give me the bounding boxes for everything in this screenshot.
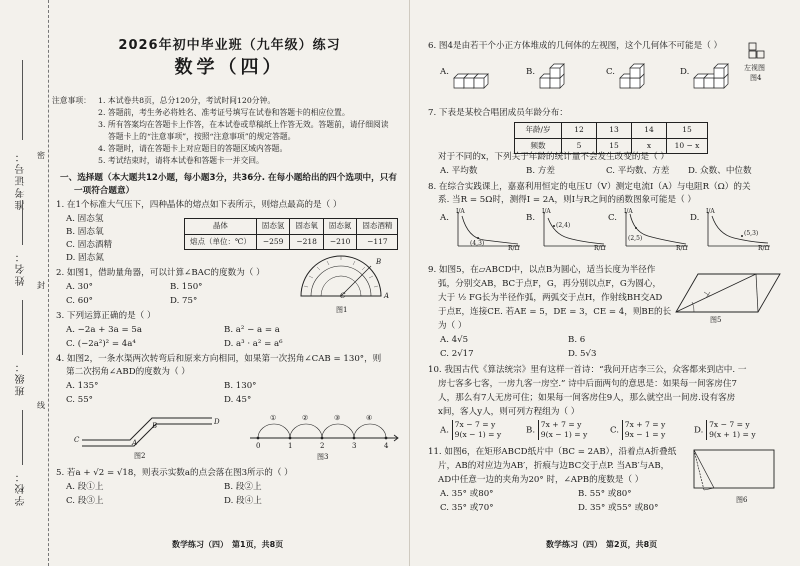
q7-age-table xyxy=(514,122,708,154)
seal-char-3: 线 xyxy=(37,401,45,410)
notes-label: 注意事项： xyxy=(52,96,91,105)
graph-c-yaxis: I/A xyxy=(624,208,633,215)
note-4: 4. 答题时，请在答题卡上对应题目的答题区域内答题。 xyxy=(98,144,288,153)
q3-option-b: B. a² − a = a xyxy=(224,325,280,335)
cube-stack-d xyxy=(690,64,750,92)
q10-option-d-eq2: 9(x + 1) = y xyxy=(709,430,756,439)
q10-option-b-eq1: 7x + 7 = y xyxy=(540,420,582,429)
q1-melting-table xyxy=(184,218,398,250)
q2-label-b: B xyxy=(376,258,382,266)
q6-option-b: B. xyxy=(526,67,536,77)
q3-option-d: D. a³ · a² = a⁶ xyxy=(224,339,283,349)
class-line xyxy=(22,300,23,355)
number-line-tick-2: 2 xyxy=(320,442,325,450)
exam-number-line xyxy=(22,60,23,140)
graph-d-yaxis: I/A xyxy=(706,208,715,215)
q9-option-b: B. 6 xyxy=(568,335,586,345)
q1-option-c: C. 固态酒精 xyxy=(66,240,113,250)
q6-figure-caption: 图4 xyxy=(750,74,762,82)
q10-option-a-letter: A. xyxy=(440,425,452,436)
q7-option-a: A. 平均数 xyxy=(440,166,478,176)
number-line-seg-3: ③ xyxy=(334,414,341,422)
graph-a-xaxis: R/Ω xyxy=(508,245,520,252)
q11-option-d: D. 35° 或55° 或80° xyxy=(578,503,659,513)
q4-label-b: B xyxy=(152,422,158,430)
number-line-seg-4: ④ xyxy=(366,414,373,422)
q10-option-d xyxy=(694,420,756,440)
q1-option-d: D. 固态氮 xyxy=(66,253,104,263)
q1-table-cell: 熔点（单位：℃） xyxy=(185,234,257,250)
q9-line-3: 大于 ½ FG长为半径作弧，两弧交于点H，作射线BH交AD xyxy=(438,293,663,303)
q4-option-a: A. 135° xyxy=(66,381,99,391)
q7-option-b: B. 方差 xyxy=(526,166,555,176)
q10-option-a-eq1: 7x − 7 = y xyxy=(454,420,496,429)
q7-table-cell: 15 xyxy=(597,138,632,154)
seal-char-1: 密 xyxy=(37,151,45,160)
page-2-footer: 数学练习（四） 第2页，共8页 xyxy=(546,540,658,550)
q9-line-5: 为（ ） xyxy=(438,321,467,331)
graph-b-xaxis: R/Ω xyxy=(594,245,606,252)
q4-option-c: C. 55° xyxy=(66,395,93,405)
q7-option-d: D. 众数、中位数 xyxy=(688,166,752,176)
q3-stem: 3. 下列运算正确的是（ ） xyxy=(56,311,156,321)
q1-table-cell: 固态氢 xyxy=(256,219,290,235)
seal-char-2: 封 xyxy=(37,281,45,290)
q8-option-b: B. xyxy=(526,213,536,223)
q1-table-cell: −218 xyxy=(290,234,324,250)
q5-stem: 5. 若a + √2 = √18，则表示实数a的点会落在图3所示的（ ） xyxy=(56,468,293,478)
q11-option-b: B. 55° 或80° xyxy=(578,489,632,499)
q4-stem-line2: 第二次拐角∠ABD的度数为（ ） xyxy=(66,367,190,377)
q9-figure-caption: 图5 xyxy=(710,316,722,324)
q9-option-c: C. 2√17 xyxy=(440,349,474,359)
cube-stack-c xyxy=(616,64,676,92)
q10-line-3: 人，那么有7人无房可住；如果每一间客房住9人，那么就空出一间房.设有客房 xyxy=(438,393,736,403)
q10-option-c xyxy=(610,420,665,440)
page-1 xyxy=(52,0,407,566)
graph-a-yaxis: I/A xyxy=(456,208,465,215)
q4-option-b: B. 130° xyxy=(224,381,257,391)
q11-option-a: A. 35° 或80° xyxy=(440,489,494,499)
q11-line-1: 11. 如图6，在矩形ABCD纸片中（BC = 2AB），沿着点A折叠纸 xyxy=(428,447,677,457)
q7-option-c: C. 平均数、方差 xyxy=(606,166,670,176)
number-line-tick-3: 3 xyxy=(352,442,357,450)
school-label: 学校： xyxy=(16,470,27,506)
left-view-figure xyxy=(748,42,770,62)
section-1-heading-cont: 一项符合题意） xyxy=(74,186,135,196)
graph-b-point: (2,4) xyxy=(556,222,571,229)
q1-option-b: B. 固态氧 xyxy=(66,227,104,237)
q8-stem-line1: 8. 在综合实践课上，嘉嘉利用恒定的电压U（V）测定电流I（A）与电阻R（Ω）的关 xyxy=(428,182,751,192)
q11-option-c: C. 35° 或70° xyxy=(440,503,494,513)
q2-stem: 2. 如图1，借助量角器，可以计算∠BAC的度数为（ ） xyxy=(56,268,265,278)
q10-option-a-eq2: 9(x − 1) = y xyxy=(454,430,502,439)
note-1: 1. 本试卷共8页，总分120分，考试时间120分钟。 xyxy=(98,96,276,105)
q4-label-d: D xyxy=(214,418,220,426)
graph-d-xaxis: R/Ω xyxy=(758,245,770,252)
name-label: 姓名： xyxy=(16,250,27,286)
q10-option-b xyxy=(526,420,587,440)
q4-option-d: D. 45° xyxy=(224,395,252,405)
graph-a-point: (4,3) xyxy=(470,240,485,247)
q7-table-cell: 5 xyxy=(562,138,597,154)
q5-option-d: D. 段④上 xyxy=(224,496,262,506)
q2-option-a: A. 30° xyxy=(66,282,93,292)
q1-table-cell: 固态氮 xyxy=(323,219,357,235)
q8-option-d: D. xyxy=(690,213,700,223)
q7-table-cell: 10 − x xyxy=(667,138,708,154)
graph-b-yaxis: I/A xyxy=(542,208,551,215)
number-line-tick-0: 0 xyxy=(256,442,261,450)
school-line xyxy=(22,410,23,465)
q8-stem-line2: 系. 当R = 5Ω时，测得I = 2A，则I与R之间的函数图象可能是（ ） xyxy=(438,195,696,205)
q4-stem-line1: 4. 如图2，一条水渠两次转弯后和原来方向相同，如果第一次拐角∠CAB = 130°，则 xyxy=(56,354,382,364)
q3-option-a: A. −2a + 3a = 5a xyxy=(66,325,142,335)
q7-stem: 7. 下表是某校合唱团成员年龄分布： xyxy=(428,108,568,118)
exam-number-label: 准考证号： xyxy=(16,150,27,210)
q7-table-cell: 13 xyxy=(597,123,632,139)
q10-line-2: 房七客多七客，一房九客一房空.” 诗中后面两句的意思是：如果每一间客房住7 xyxy=(438,379,737,389)
q7-table-cell: x xyxy=(632,138,667,154)
q3-option-c: C. (−2a²)² = 4a⁴ xyxy=(66,339,136,349)
q2-figure-caption: 图1 xyxy=(336,306,348,314)
q1-table-cell: −117 xyxy=(357,234,398,250)
q5-option-c: C. 段③上 xyxy=(66,496,104,506)
q7-table-cell: 年龄/岁 xyxy=(515,123,562,139)
q6-stem: 6. 图4是由若干个小正方体堆成的几何体的左视图，这个几何体不可能是（ ） xyxy=(428,41,723,51)
q10-option-c-eq1: 7x + 7 = y xyxy=(624,420,666,429)
exam-title: 2026年初中毕业班（九年级）练习 xyxy=(118,38,341,53)
q7-table-cell: 频数 xyxy=(515,138,562,154)
q10-option-d-letter: D. xyxy=(694,425,707,436)
q6-left-view-caption: 左视图 xyxy=(744,64,765,72)
q10-option-b-eq2: 9(x − 1) = y xyxy=(540,430,588,439)
q9-line-2: 弧，分别交AB，BC于点F，G，再分别以点F，G为圆心， xyxy=(438,279,662,289)
q2-option-c: C. 60° xyxy=(66,296,93,306)
q4-figure-caption: 图2 xyxy=(134,452,146,460)
q1-table-cell: 固态酒精 xyxy=(357,219,398,235)
q8-option-a: A. xyxy=(440,213,449,223)
q2-label-c: C xyxy=(340,292,346,300)
q1-table-cell: 晶体 xyxy=(185,219,257,235)
q10-option-b-letter: B. xyxy=(526,425,538,436)
q11-line-3: AD中任意一边的夹角为20° 时，∠APB的度数是（ ） xyxy=(438,475,644,485)
note-5: 5. 考试结束时，请将本试卷和答题卡一并交回。 xyxy=(98,156,264,165)
q9-line-1: 9. 如图5，在▱ABCD中，以点B为圆心，适当长度为半径作 xyxy=(428,265,656,275)
q7-table-cell: 14 xyxy=(632,123,667,139)
number-line-tick-1: 1 xyxy=(288,442,293,450)
q1-table-cell: −210 xyxy=(323,234,357,250)
q10-line-1: 10. 我国古代《算法统宗》里有这样一首诗：“我问开店李三公，众客都来到店中. 一 xyxy=(428,365,747,375)
q2-option-d: D. 75° xyxy=(170,296,198,306)
q6-option-c: C. xyxy=(606,67,616,77)
page-divider xyxy=(409,0,410,566)
rectangle-fold-figure xyxy=(690,446,780,494)
q10-option-a xyxy=(440,420,501,440)
binding-margin xyxy=(0,0,49,566)
q5-option-a: A. 段①上 xyxy=(66,482,104,492)
q7-stem-2: 对于不同的x，下列关于年龄的统计量不会发生改变的是（ ） xyxy=(438,152,670,162)
q11-figure-caption: 图6 xyxy=(736,496,748,504)
q8-option-c: C. xyxy=(608,213,618,223)
graph-d-point: (5,3) xyxy=(744,230,759,237)
q9-line-4: 于点E，连接CE. 若AE = 5，DE = 3，CE = 4，则BE的长 xyxy=(438,307,672,317)
parallelogram-figure xyxy=(674,268,784,316)
q10-option-c-letter: C. xyxy=(610,425,622,436)
q1-table-cell: 固态氧 xyxy=(290,219,324,235)
class-label: 班级： xyxy=(16,360,27,396)
q1-table-cell: −259 xyxy=(256,234,290,250)
q10-line-4: x间，客人y人，则可列方程组为（ ） xyxy=(438,407,580,417)
q6-option-d: D. xyxy=(680,67,690,77)
note-3-cont: 答题卡上的“注意事项”，按照“注意事项”的规定答题。 xyxy=(108,132,296,141)
exam-subject: 数学（四） xyxy=(174,57,285,78)
section-1-heading: 一、选择题（本大题共12小题，每小题3分，共36分. 在每小题给出的四个选项中，只有 xyxy=(60,173,397,183)
q2-option-b: B. 150° xyxy=(170,282,203,292)
q10-option-d-eq1: 7x − 7 = y xyxy=(709,420,750,429)
q4-label-a: A xyxy=(132,439,138,447)
number-line-tick-4: 4 xyxy=(384,442,389,450)
q9-option-d: D. 5√3 xyxy=(568,349,597,359)
graph-c-xaxis: R/Ω xyxy=(676,245,688,252)
page-1-footer: 数学练习（四） 第1页，共8页 xyxy=(172,540,284,550)
graph-c-point: (2,5) xyxy=(628,235,643,242)
q1-stem: 1. 在1个标准大气压下，四种晶体的熔点如下表所示，则熔点最高的是（ ） xyxy=(56,200,342,210)
page-2 xyxy=(418,0,790,566)
q5-option-b: B. 段②上 xyxy=(224,482,262,492)
note-3: 3. 所有答案均在答题卡上作答，在本试卷或草稿纸上作答无效。答题前，请仔细阅读 xyxy=(98,120,389,129)
cube-stack-b xyxy=(536,64,596,92)
name-line xyxy=(22,200,23,245)
q2-label-a: A xyxy=(384,292,390,300)
q7-table-cell: 12 xyxy=(562,123,597,139)
note-2: 2. 答题前，考生务必将姓名、准考证号填写在试卷和答题卡的相应位置。 xyxy=(98,108,350,117)
q6-option-a: A. xyxy=(440,67,449,77)
q10-option-c-eq2: 9x − 1 = y xyxy=(624,430,666,439)
number-line-seg-2: ② xyxy=(302,414,309,422)
q11-line-2: 片，AB的对应边为AB′，折痕与边BC交于点P. 当AB′与AB， xyxy=(438,461,670,471)
number-line-seg-1: ① xyxy=(270,414,277,422)
q4-label-c: C xyxy=(74,436,80,444)
q9-option-a: A. 4√5 xyxy=(440,335,469,345)
q1-option-a: A. 固态氢 xyxy=(66,214,104,224)
cube-stack-a xyxy=(450,66,510,92)
q7-table-cell: 15 xyxy=(667,123,708,139)
q5-figure-caption: 图3 xyxy=(317,453,329,461)
